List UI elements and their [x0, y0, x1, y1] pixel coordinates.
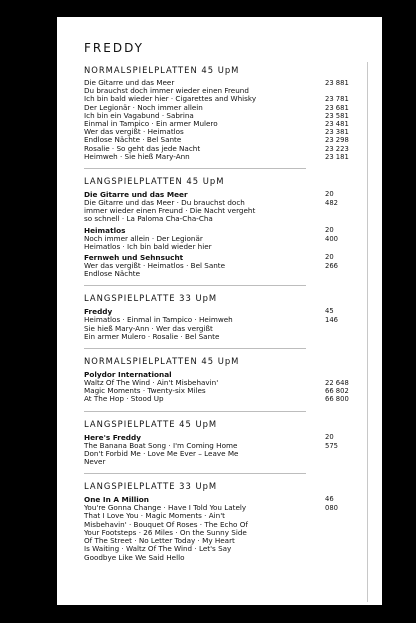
track-text: Is Waiting · Waltz Of The Wind · Let's Say — [84, 544, 232, 554]
record-title: Du brauchst doch immer wieder einen Freund — [84, 86, 249, 96]
catalog-section — [84, 65, 404, 161]
section-heading: LANGSPIELPLATTEN 45 UpM — [84, 176, 225, 187]
catalog-number: 23 181 — [325, 152, 349, 161]
album-block — [84, 433, 404, 467]
album-block — [84, 495, 404, 561]
catalog-number: 20 400 — [325, 225, 338, 243]
record-title: Einmal in Tampico · Ein armer Mulero — [84, 119, 218, 129]
catalog-number: 22 648 — [325, 379, 349, 388]
track-text: Noch immer allein · Der Legionär — [84, 233, 203, 243]
catalog-number: 23 223 — [325, 144, 349, 153]
album-title-text: Polydor International — [84, 370, 172, 380]
record-title: Wer das vergißt · Heimatlos — [84, 127, 184, 137]
album-block — [84, 226, 404, 251]
track-line — [84, 333, 316, 341]
catalog-number: 23 298 — [325, 136, 349, 145]
catalog-number: 20 482 — [325, 190, 338, 208]
track-text: Don't Forbid Me · Love Me Ever – Leave Me — [84, 448, 239, 458]
track-text: Wer das vergißt · Heimatlos · Bel Sante — [84, 261, 226, 271]
catalog-number: 23 781 — [325, 95, 349, 104]
track-text: Of The Street · No Letter Today · My Heart — [84, 536, 235, 546]
catalog-section — [84, 419, 404, 467]
section-divider — [84, 348, 306, 349]
track-text: You're Gonna Change · Have I Told You Lately — [84, 503, 247, 513]
track-line — [84, 243, 316, 251]
catalog-section — [84, 481, 404, 561]
album-title-text: One In A Million — [84, 495, 149, 505]
catalog-number: 45 146 — [325, 307, 338, 325]
track-text: At The Hop · Stood Up — [84, 394, 164, 404]
section-heading: LANGSPIELPLATTE 45 UpM — [84, 418, 218, 429]
record-title: Ich bin bald wieder hier · Cigarettes and Whisky — [84, 94, 257, 104]
section-divider — [84, 285, 306, 286]
record-title: Heimweh · Sie hieß Mary-Ann — [84, 151, 190, 161]
track-text: immer wieder einen Freund · Die Nacht vergeht — [84, 206, 256, 216]
track-text: Die Gitarre und das Meer · Du brauchst doch — [84, 198, 245, 208]
track-text: so schnell · La Paloma Cha-Cha-Cha — [84, 214, 213, 224]
track-text: Misbehavin' · Bouquet Of Roses · The Echo Of — [84, 519, 248, 529]
catalog-section — [84, 293, 404, 341]
discography-list — [84, 65, 404, 569]
record-title: Der Legionär · Noch immer allein — [84, 102, 203, 112]
track-text: Magic Moments · Twenty-six Miles — [84, 386, 206, 396]
catalog-card — [57, 17, 382, 605]
record-title: Endlose Nächte · Bel Sante — [84, 135, 182, 145]
catalog-section — [84, 176, 404, 278]
track-line — [84, 270, 316, 278]
track-text: Never — [84, 457, 106, 467]
track-text: The Banana Boat Song · I'm Coming Home — [84, 440, 238, 450]
record-title: Ich bin ein Vagabund · Sabrina — [84, 110, 194, 120]
catalog-number: 46 080 — [325, 495, 338, 513]
track-line — [84, 554, 316, 562]
record-title: Die Gitarre und das Meer — [84, 78, 175, 87]
catalog-number: 23 581 — [325, 111, 349, 120]
track-text: Endlose Nächte — [84, 269, 141, 279]
catalog-number: 20 266 — [325, 253, 338, 271]
track-line — [84, 215, 316, 223]
section-divider — [84, 411, 306, 412]
catalog-number: 23 881 — [325, 79, 349, 87]
section-heading: NORMALSPIELPLATTEN 45 UpM — [84, 356, 240, 367]
section-heading: NORMALSPIELPLATTEN 45 UpM — [84, 65, 240, 75]
track-line — [84, 450, 316, 458]
album-title-text: Die Gitarre und das Meer — [84, 190, 188, 200]
section-heading: LANGSPIELPLATTE 33 UpM — [84, 293, 218, 304]
track-text: Sie hieß Mary-Ann · Wer das vergißt — [84, 323, 213, 333]
album-block — [84, 370, 404, 404]
section-divider — [84, 168, 306, 169]
catalog-number: 66 800 — [325, 395, 349, 404]
track-text: That I Love You · Magic Moments · Ain't — [84, 511, 225, 521]
catalog-number: 23 681 — [325, 103, 349, 112]
track-text: Heimatlos · Einmal in Tampico · Heimweh — [84, 315, 233, 325]
catalog-number: 23 381 — [325, 128, 349, 137]
track-text: Ein armer Mulero · Rosalie · Bel Sante — [84, 331, 220, 341]
section-divider — [84, 473, 306, 474]
album-title-text: Heimatlos — [84, 225, 126, 235]
album-title-text: Freddy — [84, 307, 113, 317]
album-block — [84, 307, 404, 341]
section-heading: LANGSPIELPLATTE 33 UpM — [84, 481, 218, 492]
track-text: Waltz Of The Wind · Ain't Misbehavin' — [84, 378, 219, 388]
catalog-number: 23 481 — [325, 120, 349, 129]
catalog-number: 20 575 — [325, 432, 338, 450]
record-row — [84, 151, 349, 161]
track-text: Your Footsteps · 26 Miles · On the Sunny Side — [84, 527, 247, 537]
album-title-text: Here's Freddy — [84, 432, 141, 442]
track-line — [84, 458, 316, 466]
catalog-number: 66 802 — [325, 387, 349, 396]
album-block — [84, 190, 404, 224]
catalog-section — [84, 356, 404, 404]
album-block — [84, 253, 404, 278]
track-text: Goodbye Like We Said Hello — [84, 552, 185, 562]
record-title: Rosalie · So geht das jede Nacht — [84, 143, 201, 153]
track-line — [84, 394, 349, 404]
track-text: Heimatlos · Ich bin bald wieder hier — [84, 241, 212, 251]
album-title-text: Fernweh und Sehnsucht — [84, 253, 184, 263]
artist-title: FREDDY — [84, 41, 144, 55]
